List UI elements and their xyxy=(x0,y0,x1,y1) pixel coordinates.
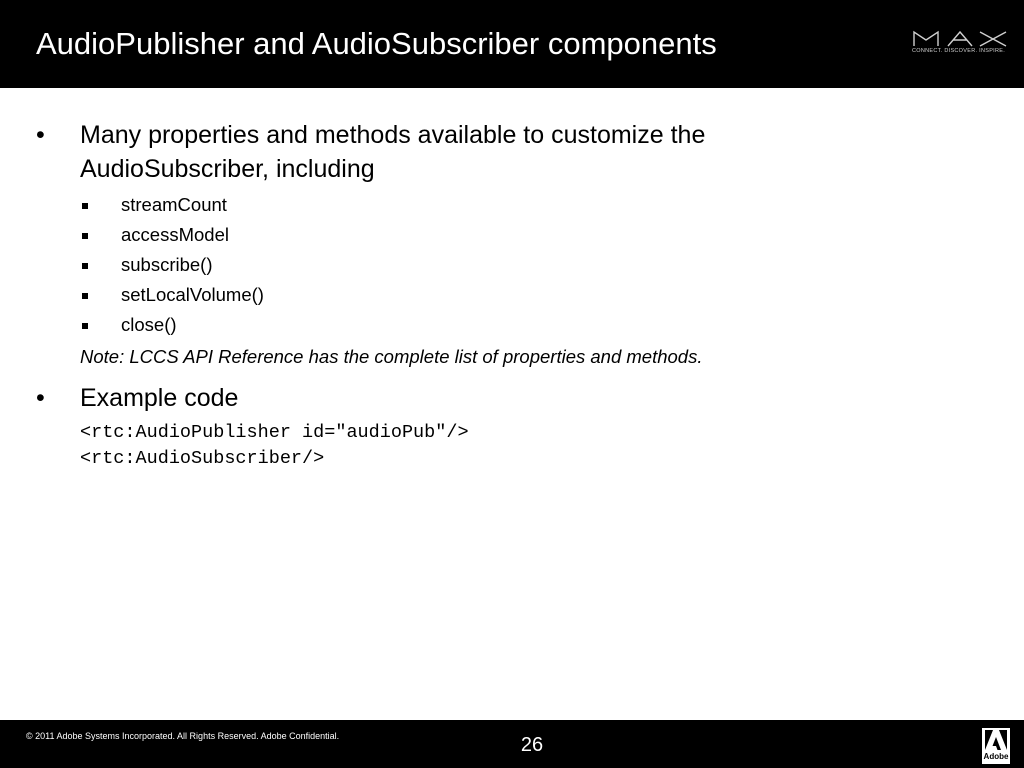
adobe-a-icon xyxy=(985,730,1007,750)
sub-item-stream-count: streamCount xyxy=(121,194,227,215)
max-tagline: CONNECT. DISCOVER. INSPIRE. xyxy=(912,48,1006,54)
sub-item-subscribe: subscribe() xyxy=(121,254,213,275)
code-line-2: <rtc:AudioSubscriber/> xyxy=(80,448,325,469)
bullet-marker: • xyxy=(36,384,45,412)
bullet-2-label: Example code xyxy=(80,384,239,412)
sub-bullet-marker xyxy=(82,233,88,239)
adobe-wordmark: Adobe xyxy=(983,752,1009,761)
reference-note: Note: LCCS API Reference has the complete list of properties and methods. xyxy=(80,346,703,367)
sub-item-close: close() xyxy=(121,314,177,335)
sub-item-access-model: accessModel xyxy=(121,224,229,245)
header-bar xyxy=(0,0,1024,88)
page-number: 26 xyxy=(520,734,544,756)
adobe-logo-icon xyxy=(982,728,1010,764)
bullet-1-line-2: AudioSubscriber, including xyxy=(80,155,375,183)
sub-bullet-marker xyxy=(82,293,88,299)
bullet-marker: • xyxy=(36,121,45,149)
sub-item-set-local-volume: setLocalVolume() xyxy=(121,284,264,305)
sub-bullet-marker xyxy=(82,323,88,329)
bullet-1-line-1: Many properties and methods available to customize the xyxy=(80,121,706,149)
sub-bullet-marker xyxy=(82,263,88,269)
code-line-1: <rtc:AudioPublisher id="audioPub"/> xyxy=(80,422,469,443)
sub-bullet-marker xyxy=(82,203,88,209)
copyright-notice: © 2011 Adobe Systems Incorporated. All Rights Reserved. Adobe Confidential. xyxy=(26,731,340,741)
footer-bar xyxy=(0,720,1024,768)
slide-title: AudioPublisher and AudioSubscriber components xyxy=(36,26,717,61)
max-logo-graphic xyxy=(912,30,1008,48)
